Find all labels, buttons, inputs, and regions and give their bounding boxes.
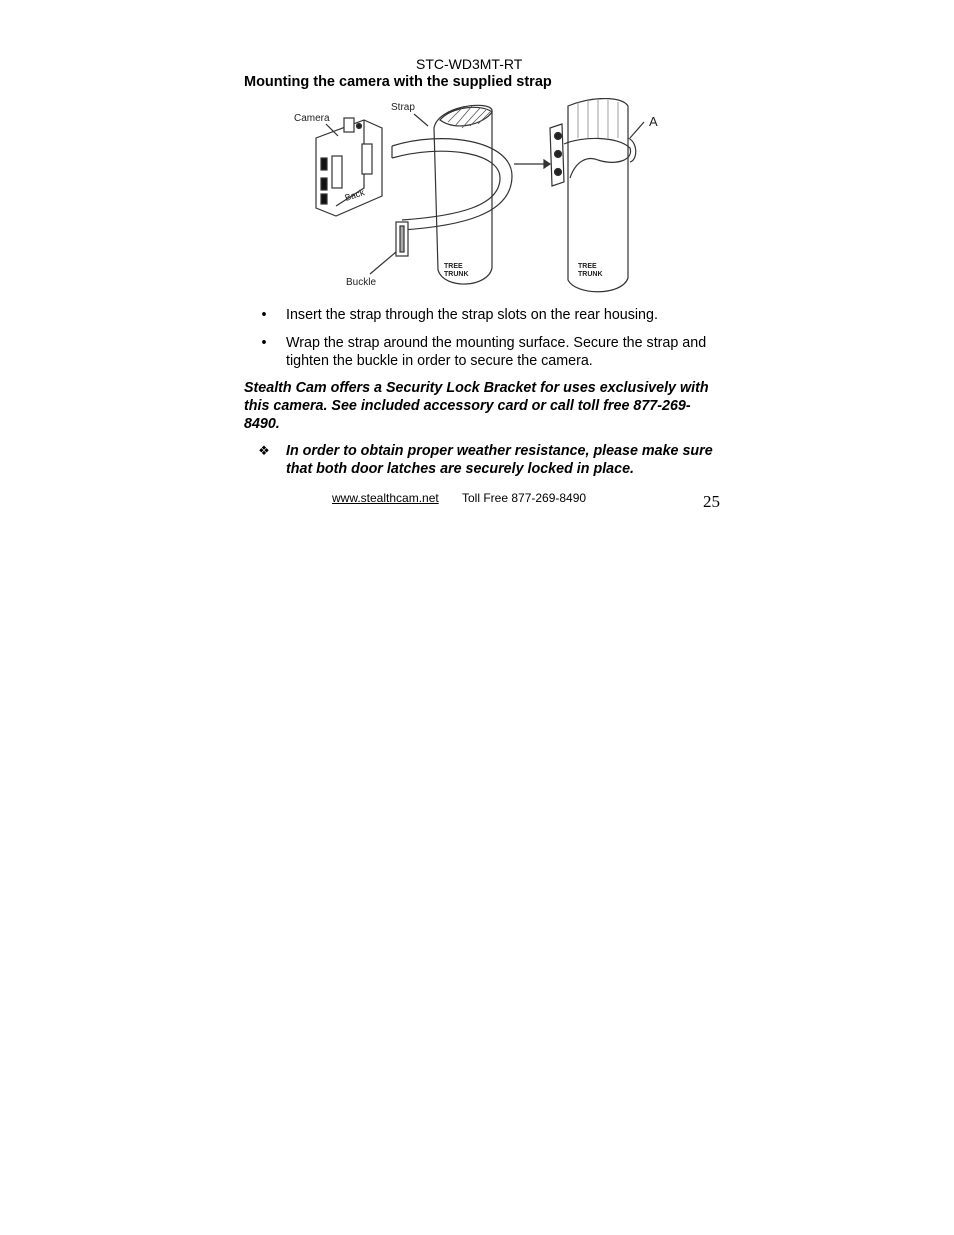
diamond-bullet-icon: ❖ (258, 443, 270, 458)
bullet-icon: • (261, 307, 267, 323)
label-tree-trunk-right-1: TREE (578, 263, 597, 270)
bullet-icon: • (261, 335, 267, 351)
section-title: Mounting the camera with the supplied strap (244, 74, 552, 90)
tip-text: In order to obtain proper weather resistance, please make sure that both door latches are securely locked in place. (286, 443, 713, 477)
label-callout-a: A (649, 114, 658, 129)
label-strap: Strap (391, 102, 415, 113)
label-camera: Camera (294, 113, 330, 124)
camera-slot-2 (321, 178, 327, 190)
tree-trunk-left (434, 105, 492, 284)
label-tree-trunk-right-2: TRUNK (578, 271, 603, 278)
bullet-text: Wrap the strap around the mounting surface. Secure the strap and tighten the buckle in order to secure the camera. (286, 335, 707, 369)
label-tree-trunk-left-2: TRUNK (444, 271, 469, 278)
website-link[interactable]: www.stealthcam.net (332, 491, 439, 505)
camera-slot-3 (321, 194, 327, 204)
label-buckle: Buckle (346, 277, 377, 288)
security-bracket-note: Stealth Cam offers a Security Lock Bracket for uses exclusively with this camera. See included accessory card or call toll free 877-269-8490. (244, 380, 709, 432)
toll-free-phone: Toll Free 877-269-8490 (462, 491, 587, 505)
camera-latch (344, 118, 354, 132)
label-back: Back (343, 187, 366, 203)
label-tree-trunk-left-1: TREE (444, 263, 463, 270)
model-number: STC-WD3MT-RT (416, 56, 523, 72)
page-number: 25 (703, 492, 720, 511)
bullet-text: Insert the strap through the strap slots on the rear housing. (286, 307, 658, 323)
camera-slot-1 (321, 158, 327, 170)
mounting-illustration (292, 98, 664, 298)
